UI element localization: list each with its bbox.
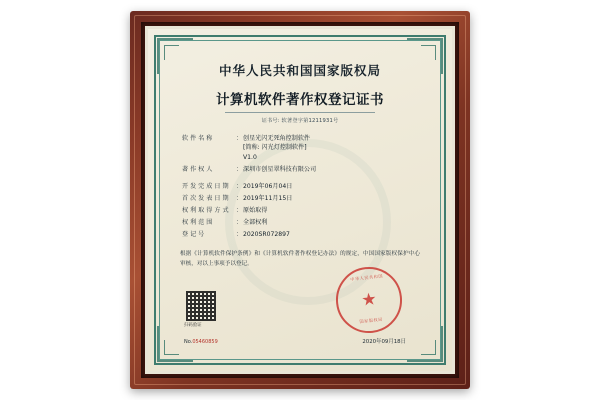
field-row bbox=[182, 194, 422, 203]
field-value bbox=[243, 230, 422, 239]
field-label: 软件名称 bbox=[182, 135, 215, 142]
seal-top-text: 中华人民共和国 bbox=[350, 273, 384, 282]
qr-code-icon bbox=[186, 291, 216, 321]
field-list bbox=[164, 134, 436, 241]
field-colon: ： bbox=[236, 218, 243, 226]
serial-value: 05460859 bbox=[192, 339, 218, 345]
official-seal bbox=[333, 264, 406, 337]
field-colon: ： bbox=[236, 230, 243, 238]
field-colon: ： bbox=[236, 194, 243, 202]
issue-date: 2020年09月18日 bbox=[362, 339, 406, 345]
serial-prefix: No. bbox=[184, 339, 193, 345]
field-value-line: 深圳市创星翠科技有限公司 bbox=[243, 165, 317, 173]
field-value-line: [简称: 闪光灯控制软件] bbox=[243, 144, 307, 152]
certificate-document bbox=[148, 29, 452, 371]
field-row bbox=[182, 165, 422, 174]
star-icon: ★ bbox=[360, 288, 378, 311]
field-row bbox=[182, 206, 422, 215]
field-row bbox=[182, 182, 422, 191]
field-colon: ： bbox=[236, 206, 243, 214]
field-value-line: 全部权利 bbox=[243, 218, 268, 226]
field-value bbox=[243, 182, 422, 191]
field-label: 权利范围 bbox=[182, 218, 215, 226]
qr-code-label: 扫码验证 bbox=[184, 323, 202, 328]
title-divider bbox=[225, 112, 375, 113]
certificate-number: 证书号: 软著登字第1211931号 bbox=[261, 118, 339, 124]
field-row bbox=[182, 134, 422, 162]
frame-inner-liner bbox=[141, 22, 459, 378]
field-value-line: 2019年11月15日 bbox=[243, 194, 293, 202]
field-value bbox=[243, 134, 422, 162]
serial-number bbox=[184, 339, 218, 345]
field-value-line: 2019年06月04日 bbox=[243, 182, 293, 190]
certificate-title: 计算机软件著作权登记证书 bbox=[216, 92, 384, 108]
picture-frame bbox=[130, 11, 470, 389]
field-value-line: V1.0 bbox=[243, 153, 257, 161]
field-label: 首次发表日期 bbox=[182, 194, 231, 202]
field-label: 登记号 bbox=[182, 230, 207, 238]
field-colon: ： bbox=[236, 182, 243, 190]
field-colon: ： bbox=[236, 135, 243, 142]
field-row bbox=[182, 218, 422, 227]
field-value bbox=[243, 165, 422, 174]
frame-mat bbox=[145, 26, 455, 374]
legal-statement: 根据《计算机软件保护条例》和《计算机软件著作权登记办法》的规定，中国国家版权保护中心审核，对以上事项予以登记。 bbox=[180, 251, 420, 268]
field-value bbox=[243, 206, 422, 215]
field-colon: ： bbox=[236, 165, 243, 173]
seal-bottom-text: 国家版权局 bbox=[359, 316, 384, 325]
field-value bbox=[243, 194, 422, 203]
field-value-line: 创星光闪无死角控制软件 bbox=[243, 135, 311, 142]
field-value-line: 2020SR072897 bbox=[243, 230, 290, 238]
issuer-name: 中华人民共和国国家版权局 bbox=[218, 63, 381, 78]
field-label: 开发完成日期 bbox=[182, 182, 231, 190]
field-value-line: 原始取得 bbox=[243, 206, 268, 214]
field-label: 著作权人 bbox=[182, 165, 215, 173]
field-row bbox=[182, 230, 422, 239]
field-value bbox=[243, 218, 422, 227]
field-label: 权利取得方式 bbox=[182, 206, 231, 214]
certificate-footer bbox=[164, 273, 436, 355]
